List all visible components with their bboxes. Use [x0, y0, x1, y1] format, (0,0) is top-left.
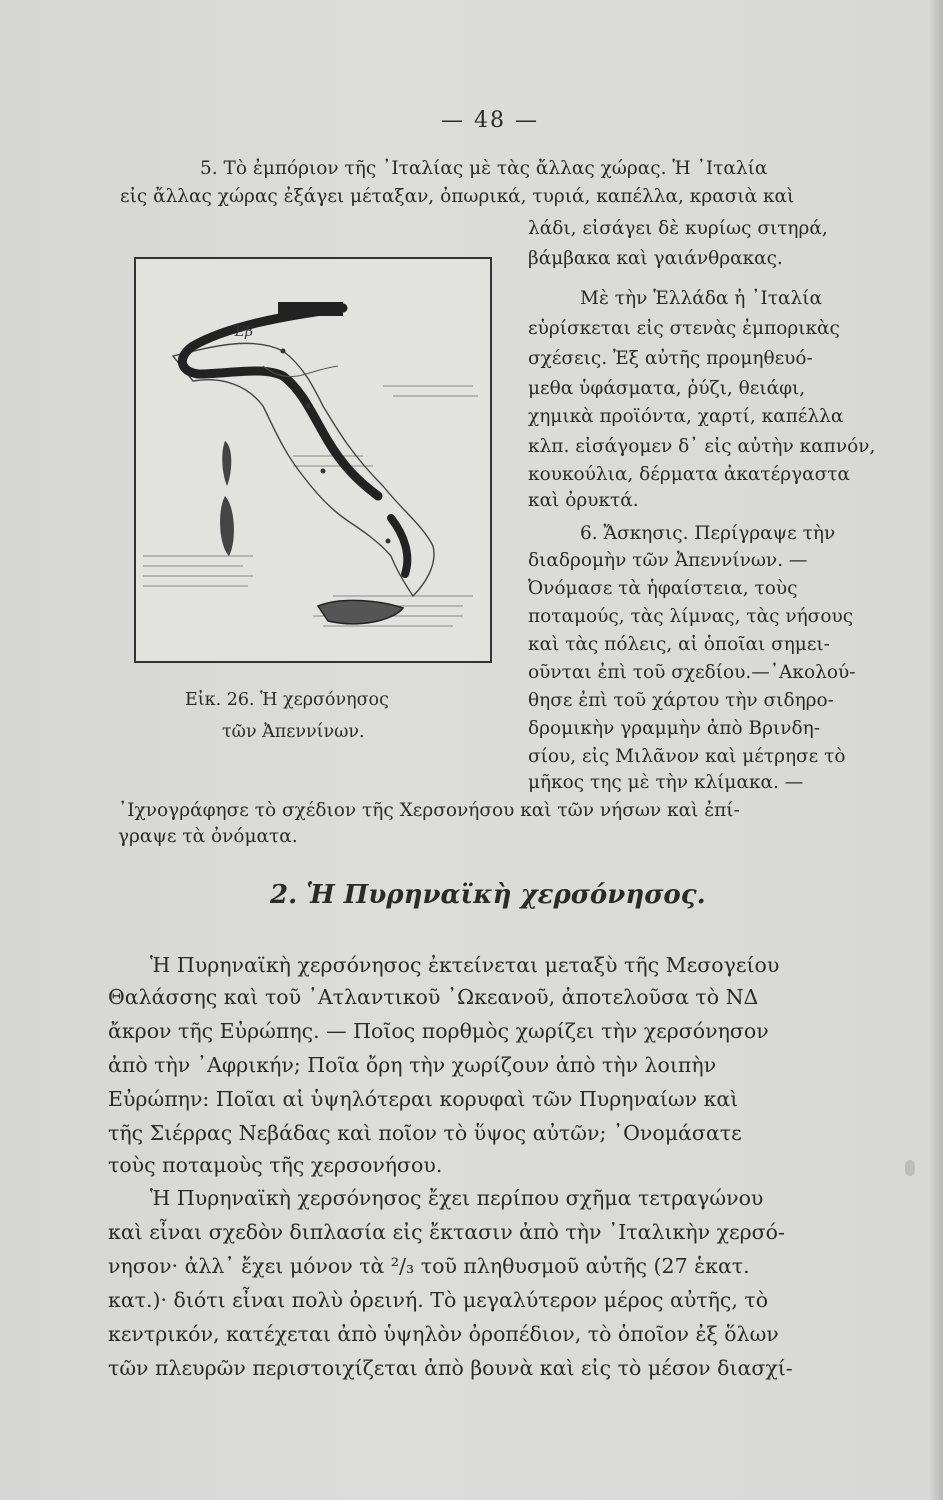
body-line-4: ἀπὸ τὴν ᾿Αφρικήν; Ποῖα ὄρη τὴν χωρίζουν ἀπὸ τὴν λοιπὴν [108, 1053, 717, 1077]
margin-mark [905, 1160, 915, 1176]
section6-line-9: σίου, εἰς Μιλᾶνον καὶ μέτρησε τὸ [528, 746, 846, 767]
body-line-9: καὶ εἶναι σχεδὸν διπλασία εἰς ἔκτασιν ἀπὸ τὴν ᾿Ιταλικὴν χερσό- [108, 1220, 785, 1244]
section5-line-9: χημικὰ προϊόντα, χαρτί, καπέλλα [528, 406, 844, 427]
body-line-11: κατ.)· διότι εἶναι πολὺ ὀρεινή. Τὸ μεγαλύτερον μέρος αὐτῆς, τὸ [108, 1288, 769, 1312]
section6-line-3: Ὀνόμασε τὰ ἡφαίστεια, τοὺς [528, 578, 798, 599]
section5-line-4: βάμβακα καὶ γαιάνθρακας. [528, 248, 783, 269]
section6-line-2: διαδρομὴν τῶν Ἀπεννίνων. — [528, 550, 808, 571]
page-number: — 48 — [441, 108, 539, 133]
section6-line-6: οῦνται ἐπὶ τοῦ σχεδίου.—᾿Ακολού- [528, 662, 856, 683]
section5-line-5: Μὲ τὴν Ἑλλάδα ἡ ᾿Ιταλία [580, 288, 822, 309]
section6-line-4: ποταμούς, τὰς λίμνας, τὰς νήσους [528, 606, 854, 627]
section6-line-5: καὶ τὰς πόλεις, αἱ ὁποῖαι σημει- [528, 634, 830, 655]
body-line-8: Ἡ Πυρηναϊκὴ χερσόνησος ἔχει περίπου σχῆμα τετραγώνου [150, 1186, 764, 1210]
body-line-1: Ἡ Πυρηναϊκὴ χερσόνησος ἐκτείνεται μεταξὺ τῆς Μεσογείου [150, 953, 780, 977]
section5-line-3: λάδι, εἰσάγει δὲ κυρίως σιτηρά, [528, 218, 828, 239]
section6-line-8: δρομικὴν γραμμὴν ἀπὸ Βρινδη- [528, 718, 820, 739]
map-alps-bar [278, 302, 343, 316]
map-frame [135, 258, 491, 662]
body-line-2: Θαλάσσης καὶ τοῦ ᾿Ατλαντικοῦ ᾿Ωκεανοῦ, ἀποτελοῦσα τὸ ΝΔ [108, 985, 759, 1009]
body-line-6: τῆς Σιέρρας Νεβάδας καὶ ποῖον τὸ ὕψος αὐτῶν; ᾿Ονομάσατε [108, 1121, 742, 1145]
body-line-13: τῶν πλευρῶν περιστοιχίζεται ἀπὸ βουνὰ καὶ εἰς τὸ μέσον διασχί- [108, 1356, 793, 1380]
map-label: Ἐβ [233, 324, 254, 340]
section5-line-1: 5. Τὸ ἐμπόριον τῆς ᾿Ιταλίας μὲ τὰς ἄλλας χώρας. Ἡ ᾿Ιταλία [200, 158, 768, 179]
body-line-3: ἄκρον τῆς Εὐρώπης. — Ποῖος πορθμὸς χωρίζει τὴν χερσόνησον [108, 1019, 769, 1043]
body-line-7: τοὺς ποταμοὺς τῆς χερσονήσου. [108, 1153, 443, 1177]
section5-line-11: κουκούλια, δέρματα ἀκατέργαστα [528, 464, 850, 485]
section6-line-12: γραψε τὰ ὀνόματα. [118, 826, 298, 847]
section6-line-10: μῆκος της μὲ τὴν κλίμακα. — [528, 772, 804, 793]
section5-line-12: καὶ ὀρυκτά. [528, 490, 639, 511]
section6-line-11: ᾿Ιχνογράφησε τὸ σχέδιον τῆς Χερσονήσου καὶ τῶν νήσων καὶ ἐπί- [118, 800, 740, 821]
section5-line-6: εὑρίσκεται εἰς στενὰς ἐμπορικὰς [528, 318, 840, 339]
section-heading: 2. Ἡ Πυρηναϊκὴ χερσόνησος. [270, 880, 706, 910]
italy-peninsula-map [133, 256, 493, 676]
section5-line-2: εἰς ἄλλας χώρας ἐξάγει μέταξαν, ὀπωρικά, τυριά, καπέλλα, κρασιὰ καὶ [120, 186, 795, 207]
page-edge-shadow [929, 0, 943, 1500]
section5-line-7: σχέσεις. Ἐξ αὐτῆς προμηθευό- [528, 348, 813, 369]
section5-line-8: μεθα ὑφάσματα, ῥύζι, θειάφι, [528, 378, 806, 399]
figure-caption-line-2: τῶν Ἀπεννίνων. [222, 722, 365, 742]
figure-caption-line-1: Εἰκ. 26. Ἡ χερσόνησος [185, 690, 389, 710]
body-line-10: νησον· ἀλλ᾿ ἔχει μόνον τὰ ²/₃ τοῦ πληθυσμοῦ αὐτῆς (27 ἑκατ. [108, 1254, 750, 1278]
body-line-5: Εὐρώπην: Ποῖαι αἱ ὑψηλότεραι κορυφαὶ τῶν Πυρηναίων καὶ [108, 1087, 739, 1111]
section6-line-1: 6. Ἄσκησις. Περίγραψε τὴν [580, 523, 836, 544]
section5-line-10: κλπ. εἰσάγομεν δ᾿ εἰς αὐτὴν καπνόν, [528, 436, 876, 457]
section6-line-7: θησε ἐπὶ τοῦ χάρτου τὴν σιδηρο- [528, 690, 834, 711]
body-line-12: κεντρικόν, κατέχεται ἀπὸ ὑψηλὸν ὀροπέδιον, τὸ ὁποῖον ἐξ ὅλων [108, 1322, 779, 1346]
